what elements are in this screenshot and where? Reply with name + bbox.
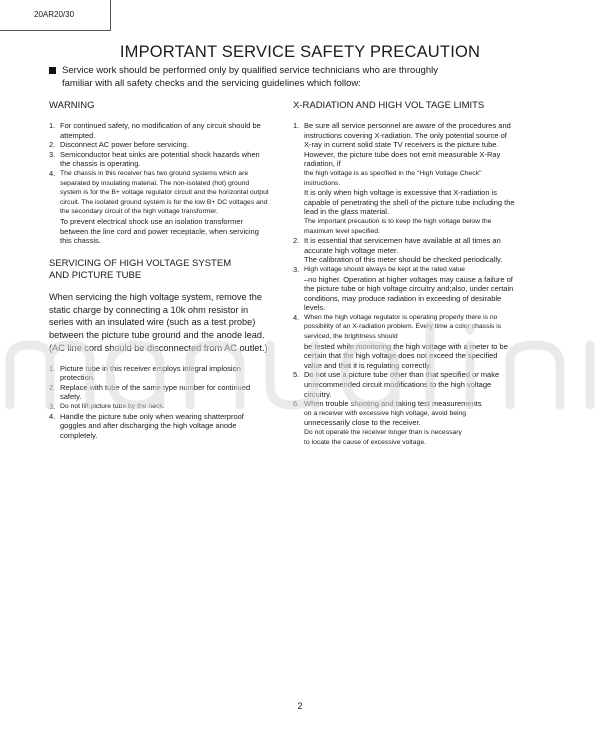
hv-list <box>49 364 269 441</box>
hv-section-heading: SERVICING OF HIGH VOLTAGE SYSTEM AND PICTURE TUBE <box>49 257 232 281</box>
warning-list <box>49 121 269 246</box>
list-item: 1. Picture tube in this receiver employs integral implosion protection. <box>49 363 241 383</box>
left-column <box>49 100 269 440</box>
list-item: 2. Disconnect AC power before servicing. <box>49 140 189 150</box>
list-item: 6. When trouble shooting and taking test measurements on a receiver with excessive high voltage, avoid being unnecessarily close to the receiver. Do not operate the receiver longer than is necessary to locate the cause of excessive voltage. <box>293 399 482 446</box>
list-item: 3. Do not lift picture tube by the neck. <box>49 402 165 412</box>
intro-text: Service work should be performed only by qualified service technicians who are throughly familiar with all safety checks and the servicing guidelines which follow: <box>62 65 438 89</box>
hv-paragraph: When servicing the high voltage system, remove the static charge by connecting a 10k ohm resistor in series with an insulated wire (such as a test probe) between the picture tube ground and the anode lead. (AC line cord should be disconnected from AC outlet.) <box>49 291 268 353</box>
list-item: 4. Handle the picture tube only when wearing shatterproof goggles and after discharging the high voltage anode completely. <box>49 411 244 440</box>
list-item: 4. The chassis in this receiver has two ground systems which are separated by insulating material. The non-isolated (hot) ground system is for the B+ voltage regulator circuit and the horizontal output circuit. The isolated ground system is for the low B+ DC voltages and the secondary circuit of the high voltage transformer. To prevent electrical shock use an isolation transformer between the line cord and power receptacle, when servicing this chassis. <box>49 168 269 246</box>
model-number: 20AR20/30 <box>34 10 75 19</box>
list-item: 1. Be sure all service personnel are aware of the procedures and instructions covering X-radiation. The only potential source of X-ray in current solid state TV receivers is the picture tube. However, the picture tube does not emit measurable X-Ray radiation, if the high voltage is as specified in the "High Voltage Check" instructions. It is only when high voltage is excessive that X-radiation is capable of penetrating the shell of the picture tube including the lead in the glass material. The important precaution is to keep the high voltage below the maximum level specified. <box>293 121 515 235</box>
page-title: IMPORTANT SERVICE SAFETY PRECAUTION <box>119 43 481 61</box>
xray-heading: X-RADIATION AND HIGH VOL TAGE LIMITS <box>293 100 485 111</box>
list-item: 2. It is essential that servicemen have available at all times an accurate high voltage meter. The calibration of this meter should be checked periodically. <box>293 236 503 265</box>
model-tab <box>0 0 111 31</box>
square-bullet-icon <box>49 67 56 74</box>
list-item: 5. Do not use a picture tube other than that specified or make unrecommended circuit modifications to the high voltage circuitry. <box>293 370 500 399</box>
list-item: 3. Semiconductor heat sinks are potential shock hazards when the chassis is operating. <box>49 149 260 169</box>
list-item: 3. High voltage should always be kept at the rated value –no higher. Operation at higher voltages may cause a failure of the picture tube or high voltage circuitry and;also, under certain conditions, may produce radiation in exceeding of desirable levels. <box>293 264 514 313</box>
intro <box>49 64 469 90</box>
warning-heading: WARNING <box>49 100 95 111</box>
xray-list <box>293 121 515 447</box>
list-item: 2. Replace with tube of the same type number for continued safety. <box>49 382 251 402</box>
right-column <box>293 100 515 447</box>
list-item: 4. When the high voltage regulator is operating properly there is no possibility of an X-radiation problem. Every time a color chassis is serviced, the brightness should be tested while monitoring the high voltage with a meter to be certain that the high voltage does not exceed the specified value and that it is regulating correctly. <box>293 312 508 370</box>
list-item: 1. For continued safety, no modification of any circuit should be attempted. <box>49 121 261 140</box>
page-number: 2 <box>297 701 303 711</box>
